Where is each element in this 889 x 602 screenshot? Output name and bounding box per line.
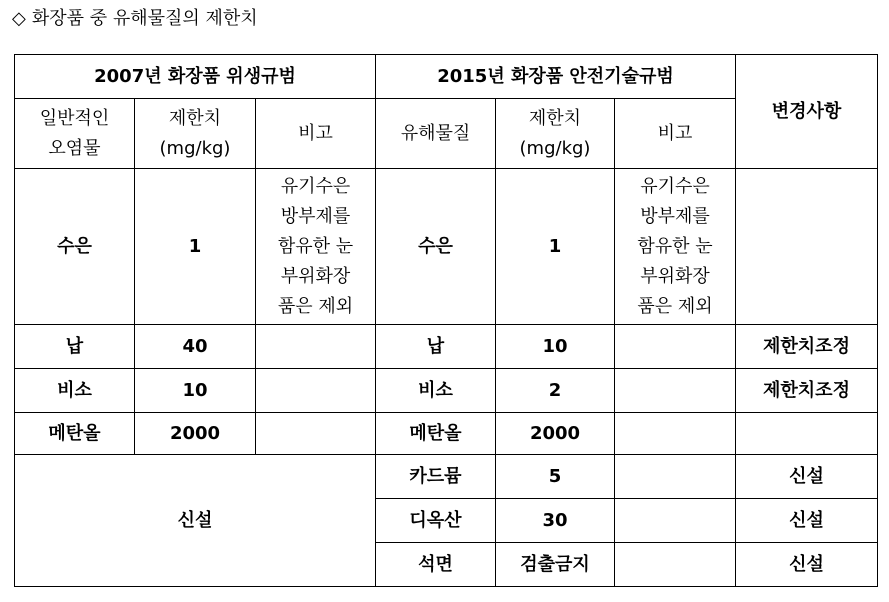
cell-b-note [615,325,736,369]
cell-change [736,169,878,325]
note-line: 부위화장 [640,265,710,287]
cell-a-name: 납 [15,325,135,369]
col-b-note-header: 비고 [615,99,736,169]
col-a-limit-line1: 제한치 [168,107,222,129]
change-header: 변경사항 [736,55,878,169]
note-line: 방부제를 [640,205,710,227]
page-title-text: 화장품 중 유해물질의 제한치 [31,8,258,29]
cell-b-note [615,543,736,587]
table-row [15,369,878,413]
note-line: 품은 제외 [637,295,713,317]
group-2015-header: 2015년 화장품 안전기술규범 [376,55,736,99]
cell-change: 신설 [736,455,878,499]
table-row [15,455,878,499]
cell-a-note [256,169,376,325]
cell-b-note [615,499,736,543]
note-line: 함유한 눈 [277,235,354,257]
col-a-name-header [15,99,135,169]
cell-b-name: 디옥산 [376,499,496,543]
cell-a-name: 메탄올 [15,413,135,455]
cell-b-name: 납 [376,325,496,369]
col-a-note-header: 비고 [256,99,376,169]
col-a-limit-header [135,99,256,169]
note-line: 품은 제외 [277,295,354,317]
cell-b-name: 비소 [376,369,496,413]
cell-b-note [615,455,736,499]
table-row [15,169,878,325]
cell-b-name: 수은 [376,169,496,325]
note-line: 부위화장 [280,265,351,287]
cell-a-limit: 40 [135,325,256,369]
col-b-limit-header [496,99,615,169]
col-a-name-line1: 일반적인 [39,107,110,129]
cell-b-limit: 5 [496,455,615,499]
note-line: 유기수은 [640,175,710,197]
limits-table [14,54,878,587]
col-b-limit-line1: 제한치 [528,107,582,129]
group-2007-header: 2007년 화장품 위생규범 [15,55,376,99]
page-title [12,6,258,32]
col-a-name-line2: 오염물 [48,137,101,159]
cell-b-note [615,169,736,325]
new-merged-cell: 신설 [15,455,376,587]
note-line: 함유한 눈 [637,235,713,257]
col-b-limit-line2: (mg/kg) [519,137,591,159]
cell-b-limit: 10 [496,325,615,369]
col-b-name-header: 유해물질 [376,99,496,169]
cell-change: 신설 [736,543,878,587]
cell-change: 신설 [736,499,878,543]
cell-b-limit: 30 [496,499,615,543]
cell-b-limit: 1 [496,169,615,325]
cell-b-note [615,413,736,455]
table-row [15,325,878,369]
cell-a-note [256,325,376,369]
cell-change: 제한치조정 [736,369,878,413]
cell-b-limit: 2 [496,369,615,413]
cell-a-note [256,413,376,455]
note-line: 방부제를 [280,205,351,227]
cell-b-note [615,369,736,413]
cell-a-limit: 1 [135,169,256,325]
cell-b-limit: 2000 [496,413,615,455]
cell-a-limit: 2000 [135,413,256,455]
table-row [15,413,878,455]
group-header-row [15,55,878,99]
col-a-limit-line2: (mg/kg) [159,137,231,159]
cell-change [736,413,878,455]
cell-b-name: 카드뮴 [376,455,496,499]
cell-b-name: 석면 [376,543,496,587]
cell-b-limit: 검출금지 [496,543,615,587]
cell-a-name: 수은 [15,169,135,325]
cell-a-note [256,369,376,413]
cell-change: 제한치조정 [736,325,878,369]
cell-b-name: 메탄올 [376,413,496,455]
note-line: 유기수은 [280,175,351,197]
diamond-icon: ◇ [12,8,26,29]
cell-a-limit: 10 [135,369,256,413]
cell-a-name: 비소 [15,369,135,413]
